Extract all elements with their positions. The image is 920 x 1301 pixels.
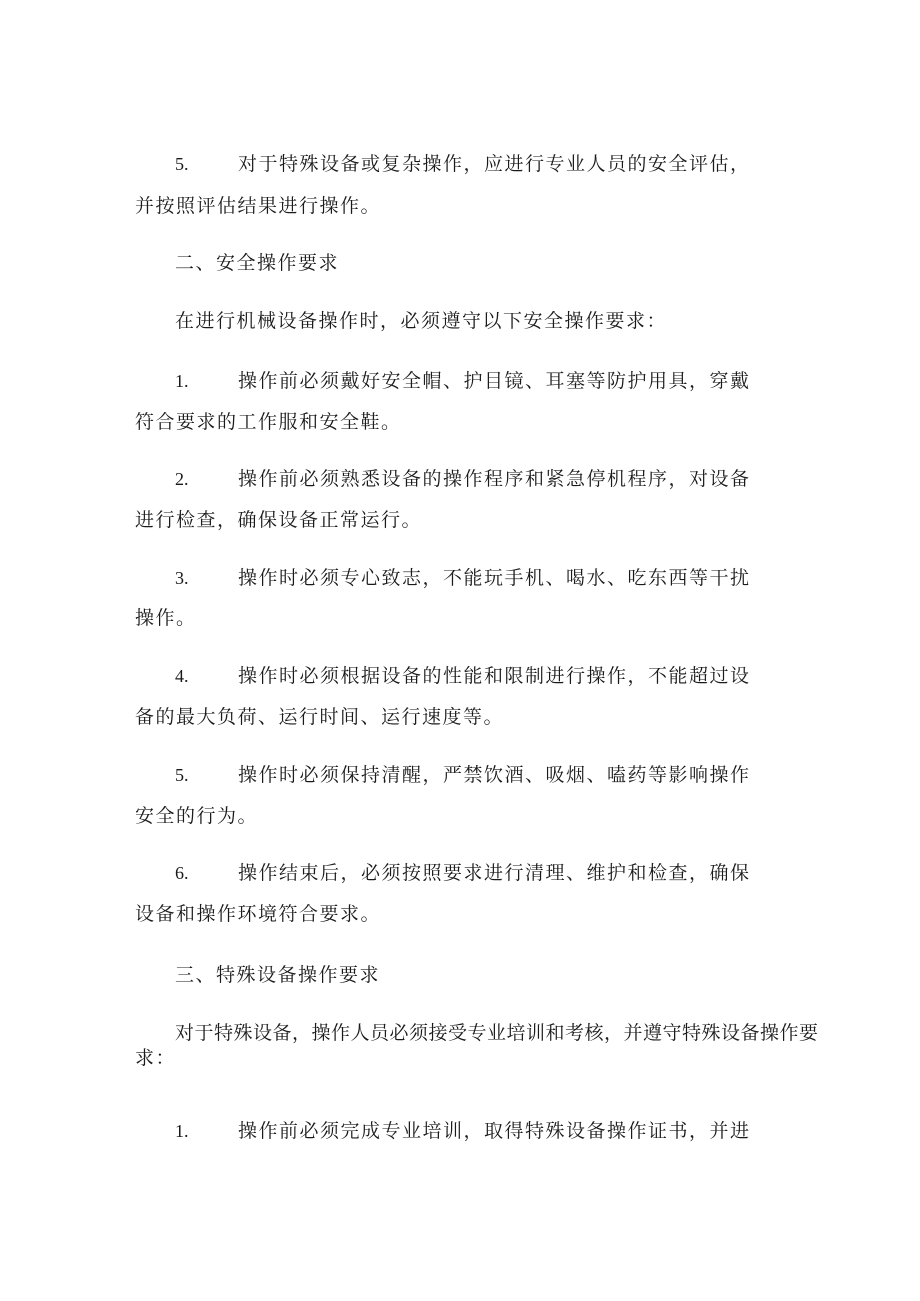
list-item-number: 1. bbox=[175, 1121, 189, 1141]
list-item-text: 操作结束后，必须按照要求进行清理、维护和检查，确保 bbox=[238, 862, 751, 884]
list-item-number: 4. bbox=[175, 666, 189, 686]
list-item-text-continued: 设备和操作环境符合要求。 bbox=[135, 903, 382, 925]
list-item-text: 操作时必须根据设备的性能和限制进行操作，不能超过设 bbox=[238, 665, 751, 687]
list-item-text: 操作时必须保持清醒，严禁饮酒、吸烟、嗑药等影响操作 bbox=[238, 764, 751, 786]
list-item-number: 5. bbox=[175, 154, 189, 174]
list-item-text: 操作前必须熟悉设备的操作程序和紧急停机程序，对设备 bbox=[238, 468, 751, 490]
list-item-text-continued: 进行检查，确保设备正常运行。 bbox=[135, 509, 423, 531]
list-item-text: 操作时必须专心致志，不能玩手机、喝水、吃东西等干扰 bbox=[238, 567, 751, 589]
section-intro: 对于特殊设备，操作人员必须接受专业培训和考核，并遵守特殊设备操作要 bbox=[175, 1022, 819, 1044]
list-item-number: 6. bbox=[175, 863, 189, 883]
list-item-number: 1. bbox=[175, 371, 189, 391]
list-item-text-continued: 符合要求的工作服和安全鞋。 bbox=[135, 411, 402, 433]
list-item-number: 2. bbox=[175, 469, 189, 489]
list-item-number: 3. bbox=[175, 568, 189, 588]
list-item-text-continued: 备的最大负荷、运行时间、运行速度等。 bbox=[135, 706, 505, 728]
list-item-text-continued: 安全的行为。 bbox=[135, 805, 259, 827]
list-item-text-continued: 操作。 bbox=[135, 607, 197, 629]
list-item-text: 操作前必须完成专业培训，取得特殊设备操作证书，并进 bbox=[238, 1120, 751, 1142]
section-heading: 三、特殊设备操作要求 bbox=[175, 964, 381, 986]
list-item-text: 操作前必须戴好安全帽、护目镜、耳塞等防护用具，穿戴 bbox=[238, 370, 751, 392]
section-intro: 在进行机械设备操作时，必须遵守以下安全操作要求： bbox=[175, 310, 668, 332]
list-item-text-continued: 并按照评估结果进行操作。 bbox=[135, 195, 382, 217]
list-item-text: 对于特殊设备或复杂操作，应进行专业人员的安全评估， bbox=[238, 153, 751, 175]
list-item-number: 5. bbox=[175, 765, 189, 785]
section-heading: 二、安全操作要求 bbox=[175, 252, 340, 274]
section-intro-continued: 求： bbox=[135, 1047, 177, 1069]
